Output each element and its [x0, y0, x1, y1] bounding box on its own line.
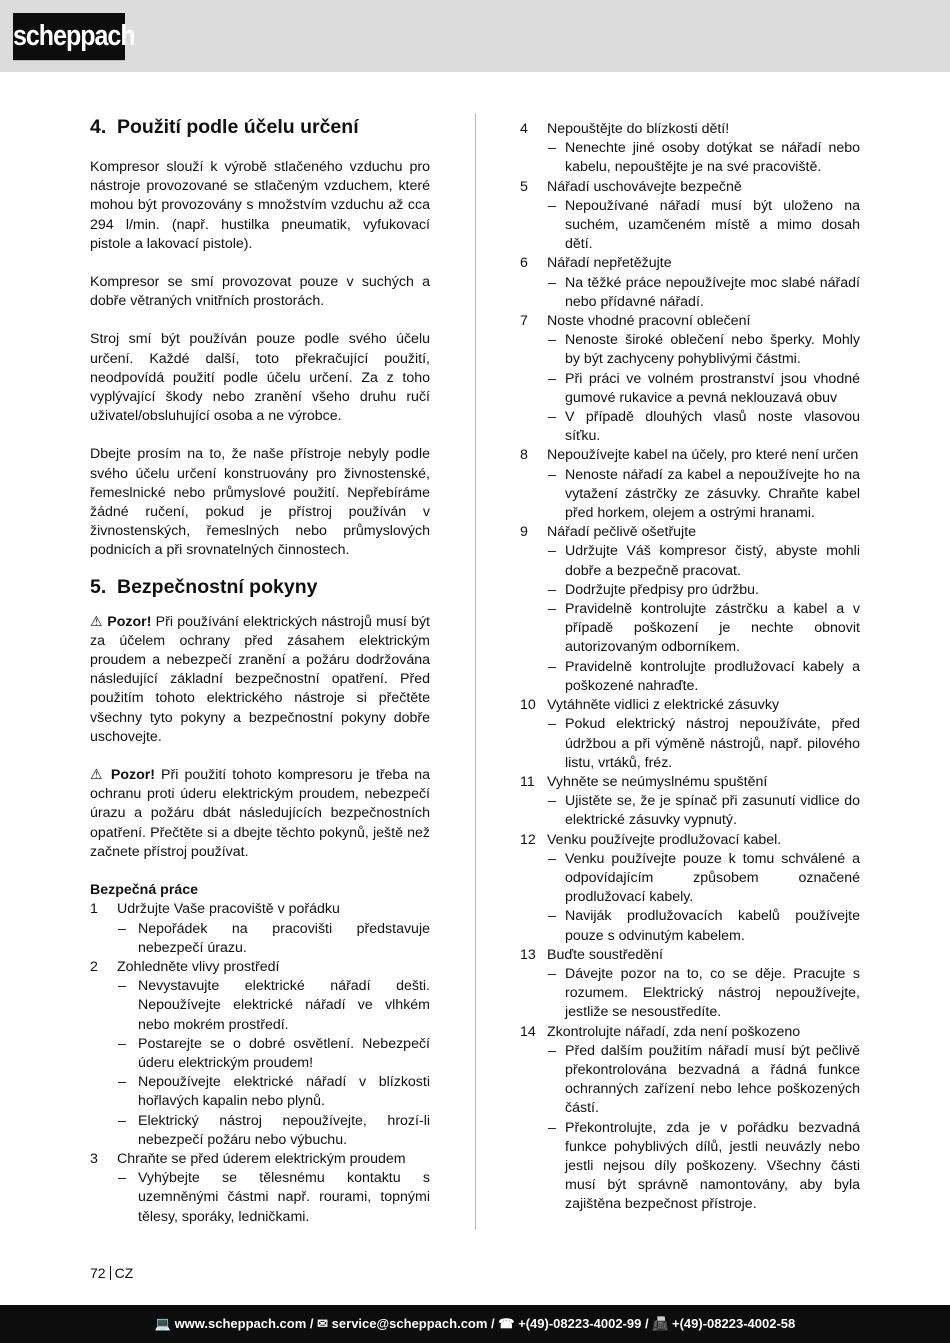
fax-icon: 📠 [652, 1316, 669, 1331]
item-title: Nepoužívejte kabel na účely, pro které není určen [547, 447, 859, 464]
section-5-title: Bezpečnostní pokyny [117, 575, 318, 598]
sub-item: – Postarejte se o dobré osvětlení. Nebezpečí úderu elektrickým proudem! [118, 1035, 430, 1071]
item-number: 14 [520, 1023, 536, 1040]
item-number: 9 [520, 524, 528, 541]
item-title: Zkontrolujte nářadí, zda není poškozeno [547, 1023, 801, 1040]
sub-item: – Nenechte jiné osoby dotýkat se nářadí nebo kabelu, nepouštějte je na své pracoviště. [548, 140, 860, 176]
sub-item: – Pravidelně kontrolujte zástrčku a kabel a v případě poškození je nechte obnovit autorizovaným odborníkem. [548, 601, 860, 656]
item-title: Nářadí uschovávejte bezpečně [547, 178, 742, 195]
list-item [520, 178, 860, 197]
sub-item-text: Nepoužívejte elektrické nářadí v blízkosti hořlavých kapalin nebo plynů. [138, 1074, 430, 1110]
sub-item: – Nepoužívané nářadí musí být uloženo na suchém, uzamčeném místě a mimo dosah dětí. [548, 197, 860, 253]
item-number: 12 [520, 831, 536, 848]
item-title: Udržujte Vaše pracoviště v pořádku [117, 901, 340, 918]
sub-item-text: Postarejte se o dobré osvětlení. Nebezpečí úderu elektrickým proudem! [138, 1035, 430, 1071]
website-link[interactable]: www.scheppach.com / [174, 1316, 314, 1331]
sub-item: – Vyhýbejte se tělesnému kontaktu s uzemněnými částmi např. rourami, topnými tělesy, sporáky, ledničkami. [118, 1170, 430, 1225]
item-number: 13 [520, 946, 536, 963]
sub-item: – Překontrolujte, zda je v pořádku bezvadná funkce pohyblivých dílů, jestli neuvázly nebo jestli nejsou díly poškozeny. Všechny části musí být správně namontovány, aby byla zajištěna bezpečnost přístroje. [548, 1119, 860, 1213]
item-number: 5 [520, 178, 528, 195]
section-5-number: 5. [90, 575, 107, 598]
sub-item: – V případě dlouhých vlasů noste vlasovou síťku. [548, 409, 860, 445]
sub-item-text: Před dalším použitím nářadí musí být pečlivě překontrolována bezvadná a řádná funkce ochranných zařízení nebo lehce poškozených částí. [565, 1042, 860, 1117]
item-title: Zohledněte vlivy prostředí [117, 958, 280, 975]
sub-item-text: Při práci ve volném prostranství jsou vhodné gumové rukavice a pevná neklouzavá obuv [565, 370, 860, 406]
section-4-paragraph: Stroj smí být používán pouze podle svého účelu určení. Každé další, toto překračující použití, neodpovídá použití podle účelu určení. Za z toho vyplývající škody nebo zranění všeho druhu ručí uživatel/obsluhující osoba a ne výrobce. [90, 331, 430, 425]
section-4-title: Použití podle účelu určení [117, 116, 359, 138]
phone-icon: ☎ [498, 1316, 515, 1331]
warning-text: Při používání elektrických nástrojů musí být za účelem ochrany před zásahem elektrickým proudem a nebezpečí zranění a požáru dodržována následující základní bezpečnostní opatření. Před použitím tohoto elektrického nástroje si přečtěte všechny tyto pokyny a bezpečnostní pokyny dobře uschovejte. [90, 613, 430, 745]
sub-item-text: Vyhýbejte se tělesnému kontaktu s uzemněnými částmi např. rourami, topnými tělesy, sporáky, ledničkami. [138, 1170, 430, 1225]
sub-item: – Venku používejte pouze k tomu schválené a odpovídajícím způsobem označené prodlužovací kabely. [548, 850, 860, 906]
list-item [90, 1150, 430, 1169]
sub-item: – Pokud elektrický nástroj nepoužíváte, před údržbou a při výměně nástrojů, např. pilového listu, vrtáků, fréz. [548, 716, 860, 771]
sub-item: – Udržujte Váš kompresor čistý, abyste mohli dobře a bezpečně pracovat. [548, 543, 860, 579]
safe-work-heading: Bezpečná práce [90, 882, 199, 899]
sub-item-text: Ujistěte se, že je spínač při zasunutí vidlice do elektrické zásuvky vypnutý. [565, 793, 860, 829]
warning-triangle-icon: ⚠ [90, 767, 105, 784]
warning-label: Pozor! [110, 767, 156, 784]
warning-triangle-icon: ⚠ [90, 613, 104, 630]
section-4-paragraph: Kompresor slouží k výrobě stlačeného vzduchu pro nástroje provozované se stlačeným vzduchem, které mohou být provozovány s množstvím vzduchu až cca 294 l/min. (např. hustilka pneumatik, vyfukovací pistole a lakovací pistole). [90, 159, 430, 252]
sub-item: – Před dalším použitím nářadí musí být pečlivě překontrolována bezvadná a řádná funkce ochranných zařízení nebo lehce poškozených částí. [548, 1042, 860, 1117]
sub-item-text: Nenechte jiné osoby dotýkat se nářadí nebo kabelu, nepouštějte je na své pracoviště. [565, 140, 860, 176]
right-column [520, 120, 860, 1215]
language-code: CZ [114, 1265, 134, 1281]
left-column [90, 114, 430, 1227]
sub-item-text: Nepoužívané nářadí musí být uloženo na suchém, uzamčeném místě a mimo dosah dětí. [565, 197, 860, 253]
section-4-paragraph: Kompresor se smí provozovat pouze v suchých a dobře větraných vnitřních prostorách. [90, 274, 430, 310]
sub-item-text: Venku používejte pouze k tomu schválené a odpovídajícím způsobem označené prodlužovací kabely. [565, 850, 860, 906]
list-item [520, 120, 860, 139]
sub-item: – Při práci ve volném prostranství jsou vhodné gumové rukavice a pevná neklouzavá obuv [548, 370, 860, 406]
scheppach-logo: scheppach [13, 13, 125, 60]
sub-item-text: Elektrický nástroj nepoužívejte, hrozí-li nebezpečí požáru nebo výbuchu. [138, 1112, 430, 1148]
list-item [520, 312, 860, 331]
list-item [520, 446, 860, 465]
item-number: 10 [520, 697, 536, 714]
item-title: Chraňte se před úderem elektrickým proudem [117, 1150, 406, 1167]
warning-label: Pozor! [107, 613, 152, 630]
item-number: 3 [90, 1150, 98, 1167]
item-title: Nářadí nepřetěžujte [547, 255, 672, 272]
page-header [0, 0, 950, 72]
list-item [90, 900, 430, 919]
page-footer [0, 1305, 950, 1343]
column-divider [475, 113, 476, 1230]
sub-item: – Nepoužívejte elektrické nářadí v blízkosti hořlavých kapalin nebo plynů. [118, 1074, 430, 1110]
fax-number: +(49)-08223-4002-58 [672, 1316, 796, 1331]
mail-icon: ✉ [317, 1316, 329, 1331]
list-item [90, 958, 430, 977]
item-number: 1 [90, 901, 98, 918]
sub-item-text: Dodržujte předpisy pro údržbu. [565, 581, 759, 598]
sub-item-text: Na těžké práce nepoužívejte moc slabé nářadí nebo přídavné nářadí. [565, 274, 860, 310]
list-item [520, 1023, 860, 1042]
computer-icon: 💻 [154, 1316, 171, 1331]
sub-item: – Nepořádek na pracovišti představuje nebezpečí úrazu. [118, 920, 430, 956]
sub-item-text: Pravidelně kontrolujte zástrčku a kabel a v případě poškození je nechte obnovit autorizovaným odborníkem. [565, 601, 860, 656]
warning-text: Při použití tohoto kompresoru je třeba na ochranu proti úderu elektrickým proudem, nebezpečí úrazu a požáru dbát následujících bezpečnostních opatření. Přečtěte si a dbejte těchto pokynů, ještě než začnete přístroj používat. [90, 767, 430, 860]
list-item [520, 773, 860, 792]
warning-paragraph [90, 613, 430, 747]
sub-item: – Dodržujte předpisy pro údržbu. [548, 581, 759, 598]
item-title: Noste vhodné pracovní oblečení [547, 313, 751, 330]
item-number: 6 [520, 255, 528, 272]
item-title: Vytáhněte vidlici z elektrické zásuvky [547, 697, 780, 714]
separator [110, 1266, 111, 1280]
item-title: Vyhněte se neúmyslnému spuštění [547, 773, 768, 790]
sub-item-text: Dávejte pozor na to, co se děje. Pracujte s rozumem. Elektrický nástroj nepoužívejte, jestliže se nesoustředíte. [565, 965, 860, 1021]
sub-item: – Na těžké práce nepoužívejte moc slabé nářadí nebo přídavné nářadí. [548, 274, 860, 310]
item-number: 2 [90, 958, 98, 975]
sub-item-text: Naviják prodlužovacích kabelů používejte pouze s odvinutým kabelem. [565, 908, 860, 944]
sub-item: – Nenoste nářadí za kabel a nepoužívejte ho na vytažení zástrčky ze zásuvky. Chraňte kabel před horkem, olejem a ostrými hranami. [548, 466, 860, 522]
item-number: 11 [520, 773, 535, 790]
list-item [520, 831, 860, 850]
page-number: 72 [90, 1265, 106, 1281]
page-number-block [90, 1265, 133, 1281]
section-4-number: 4. [90, 116, 107, 138]
sub-item: – Nenoste široké oblečení nebo šperky. Mohly by být zachyceny pohyblivými částmi. [548, 332, 860, 368]
sub-item: – Pravidelně kontrolujte prodlužovací kabely a poškozené nahraďte. [548, 658, 860, 694]
item-number: 8 [520, 447, 528, 464]
sub-item-text: Nevystavujte elektrické nářadí dešti. Nepoužívejte elektrické nářadí ve vlhkém nebo mokrém prostředí. [138, 978, 430, 1033]
list-item [520, 523, 860, 542]
sub-item-text: Nenoste nářadí za kabel a nepoužívejte ho na vytažení zástrčky ze zásuvky. Chraňte kabel před horkem, olejem a ostrými hranami. [565, 466, 860, 522]
section-5-heading [90, 574, 430, 600]
sub-item-text: Nenoste široké oblečení nebo šperky. Mohly by být zachyceny pohyblivými částmi. [565, 332, 860, 368]
sub-item: – Naviják prodlužovacích kabelů používejte pouze s odvinutým kabelem. [548, 908, 860, 944]
section-4-paragraph: Dbejte prosím na to, že naše přístroje nebyly podle svého účelu určení konstruovány pro živnostenské, řemeslnické nebo průmyslové použití. Nepřebíráme žádné ručení, pokud je přístroj používán v živnostenských, řemeslných nebo průmyslových podnicích a při srovnatelných činnostech. [90, 446, 430, 559]
email-link[interactable]: service@scheppach.com / [331, 1316, 495, 1331]
item-number: 7 [520, 313, 528, 330]
safety-list-left [90, 900, 430, 1226]
sub-item: – Nevystavujte elektrické nářadí dešti. Nepoužívejte elektrické nářadí ve vlhkém nebo mokrém prostředí. [118, 978, 430, 1033]
sub-item-text: Nepořádek na pracovišti představuje nebezpečí úrazu. [138, 920, 430, 956]
sub-item: – Ujistěte se, že je spínač při zasunutí vidlice do elektrické zásuvky vypnutý. [548, 793, 860, 829]
phone-number: +(49)-08223-4002-99 / [518, 1316, 649, 1331]
list-item [520, 946, 860, 965]
sub-item-text: Překontrolujte, zda je v pořádku bezvadná funkce pohyblivých dílů, jestli neuvázly nebo jestli nejsou díly poškozeny. Všechny části musí být správně namontovány, aby byla zajištěna bezpečnost přístroje. [565, 1119, 860, 1213]
sub-item-text: Udržujte Váš kompresor čistý, abyste mohli dobře a bezpečně pracovat. [565, 543, 860, 579]
sub-item: – Elektrický nástroj nepoužívejte, hrozí-li nebezpečí požáru nebo výbuchu. [118, 1112, 430, 1148]
item-title: Nářadí pečlivě ošetřujte [547, 524, 697, 541]
list-item [520, 696, 860, 715]
section-4-heading [90, 114, 430, 140]
sub-item-text: V případě dlouhých vlasů noste vlasovou síťku. [565, 409, 860, 445]
item-title: Buďte soustředění [547, 946, 663, 963]
sub-item-text: Pokud elektrický nástroj nepoužíváte, před údržbou a při výměně nástrojů, např. pilového listu, vrtáků, fréz. [565, 716, 860, 771]
item-number: 4 [520, 121, 528, 137]
item-title: Nepouštějte do blízkosti dětí! [547, 121, 730, 137]
sub-item-text: Pravidelně kontrolujte prodlužovací kabely a poškozené nahraďte. [565, 658, 860, 694]
list-item [520, 254, 860, 273]
sub-item: – Dávejte pozor na to, co se děje. Pracujte s rozumem. Elektrický nástroj nepoužívejte, jestliže se nesoustředíte. [548, 965, 860, 1021]
warning-paragraph [90, 766, 430, 862]
item-title: Venku používejte prodlužovací kabel. [547, 831, 782, 848]
